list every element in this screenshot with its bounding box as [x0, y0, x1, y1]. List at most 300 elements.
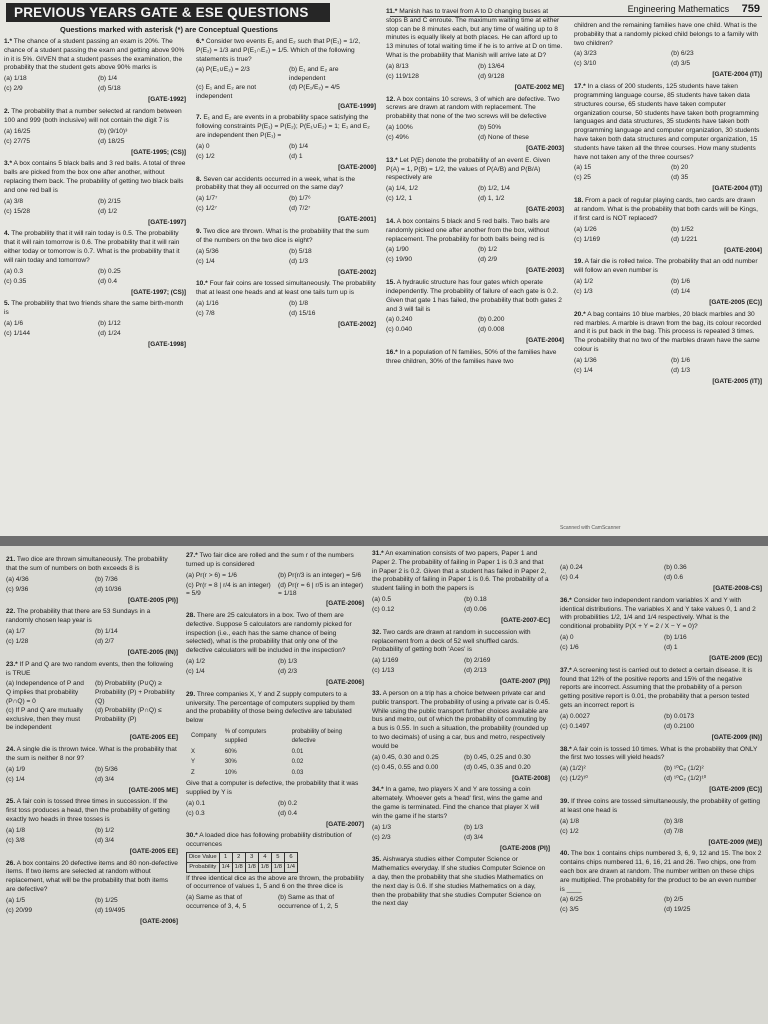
- answer-option: (a) 0: [196, 142, 210, 150]
- question-stem: [386, 349, 564, 367]
- question-text: If three coins are tossed simultaneously, the probability of getting at least one head is: [560, 797, 761, 814]
- question-text: A bag contains 10 blue marbles, 20 black marbles and 30 red marbles. A marble is drawn from the bag, its colour recorded and it is put back in the bag. This process is repeated 3 times. The probability that no two of the marbles drawn have the same colour is: [574, 310, 762, 353]
- table-cell: 10%: [224, 770, 237, 777]
- table-cell: Z: [191, 770, 195, 777]
- question-stem: [372, 690, 550, 752]
- table-cell: 1/4: [284, 862, 297, 872]
- options-grid: [6, 766, 178, 786]
- answer-option: (a) 1/8: [560, 817, 580, 825]
- exam-source-tag: [GATE-2002]: [338, 320, 376, 328]
- question-stem: [6, 608, 178, 626]
- answer-option: (c) 1/13: [372, 667, 395, 675]
- question-item: [560, 667, 762, 743]
- answer-option: (c) 1/4: [574, 366, 593, 374]
- question-item: [574, 311, 762, 387]
- answer-option: (b) 1/2: [478, 246, 498, 254]
- answer-option: (c) 1/2, 1: [386, 195, 413, 203]
- question-text: Let P(E) denote the probability of an event E. Given P(A) = 1, P(B) = 1/2, the values of P(A/B) and P(B/A) respectively are: [386, 156, 551, 182]
- table-cell: 1/4: [219, 862, 232, 872]
- question-number: 24.: [6, 745, 16, 753]
- question-stem: [574, 83, 762, 162]
- options-grid: [186, 800, 364, 820]
- answer-option: (b) 1/4: [289, 142, 309, 150]
- question-text: children and the remaining families have one child. What is the probability that a randomly picked child belongs to a family with two children?: [574, 22, 758, 47]
- answer-option: (a) 0.24: [560, 564, 583, 571]
- answer-option: (b) Same as that of occurrence of 1, 2, 5: [278, 894, 339, 910]
- question-stem: [6, 746, 178, 764]
- answer-option: (a) 0.1: [186, 799, 206, 807]
- options-grid: [574, 164, 762, 184]
- options-grid: [196, 143, 376, 163]
- exam-source-tag: [GATE-2005 (EC)]: [709, 298, 762, 306]
- question-number: 35.: [372, 856, 382, 864]
- question-text: The probability that there are 53 Sundays in a randomly chosen leap year is: [6, 608, 151, 625]
- answer-option: (a) 6/25: [560, 896, 583, 904]
- question-text: A loaded dice has following probability distribution of occurrences: [186, 832, 352, 849]
- options-grid: [372, 754, 550, 774]
- answer-option: (d) 0.008: [478, 326, 505, 334]
- answer-option: (d) 3/4: [95, 775, 115, 783]
- answer-option: (a) 1/16: [196, 299, 219, 307]
- answer-option: (a) 0.5: [372, 595, 392, 603]
- answer-option: (c) 2/3: [372, 833, 391, 841]
- question-text: A person on a trip has a choice between private car and public transport. The probability of using a private car is 0.45. While using the public transport further choices available are bus and metro, out of which the probability of commuting by a bus is 0.55. In such a situation, the probability (rounded up to two decimals) of using a car, bus and metro, respectively would be: [372, 689, 551, 750]
- conceptual-note: Questions marked with asterisk (*) are Conceptual Questions: [60, 25, 278, 34]
- question-item: [186, 552, 364, 609]
- question-number: 7.: [196, 114, 202, 122]
- answer-option: (d) 18/25: [98, 137, 125, 145]
- options-grid: [560, 896, 762, 916]
- answer-option: (a) 5/36: [196, 247, 219, 255]
- question-text: In a class of 200 students, 125 students have taken programming language course, 85 students have taken data structures course, 65 students have taken computer organization course, 50 students have taken both programming languages and data structures, 35 students have taken both programming language and computer organization, 30 students have taken both data structures and computer organization, 15 students have taken all the three courses. How many students have not taken any of the three courses?: [574, 83, 760, 161]
- question-number: 31.*: [372, 550, 384, 557]
- question-stem: [6, 798, 178, 824]
- answer-option: (b) 7/36: [95, 575, 118, 583]
- question-text: Four fair coins are tossed simultaneously. The probability that at least one heads and at least one tails turn up is: [196, 280, 376, 297]
- exam-source-tag: [GATE-2004]: [724, 246, 762, 254]
- answer-option: (d) 9/128: [478, 72, 505, 80]
- question-item: [4, 160, 186, 227]
- options-grid: [186, 572, 364, 600]
- exam-source-tag: [GATE-2006]: [326, 678, 364, 686]
- exam-source-tag: [GATE-1998]: [148, 340, 186, 348]
- answer-option: (d) 1/3: [289, 257, 309, 265]
- answer-option: (c) 49%: [386, 133, 409, 141]
- question-number: 26.: [6, 859, 16, 867]
- answer-option: (b) 6/23: [671, 50, 694, 58]
- options-grid: [560, 765, 762, 785]
- question-item: [196, 38, 376, 111]
- column-8: [560, 562, 762, 919]
- answer-option: (d) 2/13: [464, 667, 487, 675]
- answer-option: (a) 1/4, 1/2: [386, 185, 418, 193]
- answer-option: (d) 19/495: [95, 906, 126, 914]
- question-text: A box contains 10 screws, 3 of which are defective. Two screws are drawn at random with replacement. The probability that none of the two screws will be defective: [386, 95, 560, 121]
- question-stem: [386, 96, 564, 122]
- table-cell: 30%: [224, 759, 237, 766]
- question-item: [372, 550, 550, 626]
- answer-option: (d) 3/4: [95, 836, 115, 844]
- question-stem: [386, 8, 564, 61]
- question-item: [4, 230, 186, 297]
- question-number: 30.*: [186, 832, 198, 840]
- answer-option: (d) 2/9: [478, 256, 498, 264]
- options-grid: [4, 128, 186, 148]
- table-cell: 1/8: [271, 862, 284, 872]
- question-number: 6.*: [196, 38, 205, 45]
- table-cell: 6: [284, 852, 297, 862]
- options-grid: [574, 357, 762, 377]
- question-text: A screening test is carried out to detect a certain disease. It is found that 12% of the positive reports and 15% of the negative reports are incorrect. Assuming that the probability of a person getting positive report is 0.01, the probability that a person tested gets an incorrect report is: [560, 666, 753, 709]
- answer-option: (d) 5/18: [98, 85, 121, 93]
- dice-distribution-table: [186, 852, 298, 873]
- table-cell: 1: [219, 852, 232, 862]
- question-item: [560, 798, 762, 847]
- question-item: [574, 258, 762, 307]
- question-item: [372, 786, 550, 853]
- question-item: [386, 349, 564, 367]
- column-1: [4, 38, 186, 353]
- options-grid: [574, 226, 762, 246]
- answer-option: (c) 0.4: [560, 574, 579, 581]
- options-grid: [574, 50, 762, 70]
- answer-option: (d) Probability (P∩Q) ≤ Probability (P): [95, 706, 162, 723]
- answer-option: (c) 7/8: [196, 309, 215, 317]
- answer-option: (c) 1/2: [196, 152, 215, 160]
- question-item: [574, 197, 762, 255]
- answer-option: (d) 1, 1/2: [478, 195, 505, 203]
- answer-option: (a) 1/2: [186, 657, 206, 665]
- answer-option: (b) 0.18: [464, 595, 487, 603]
- question-item: [196, 114, 376, 172]
- question-item: [372, 690, 550, 783]
- question-text: A fair coin is tossed 10 times. What is the probability that ONLY the first two tosses will yield heads?: [560, 745, 758, 762]
- options-grid: [196, 300, 376, 320]
- question-item: [6, 556, 178, 605]
- question-text: The probability that a number selected at random between 100 and 999 (both inclusive) will not contain the digit 7 is: [4, 107, 182, 124]
- question-text-continued: If three identical dice as the above are thrown, the probability of occurrence of values 1, 5 and 6 on the three dice is: [186, 874, 364, 891]
- page-title: PREVIOUS YEARS GATE & ESE QUESTIONS: [6, 3, 330, 22]
- answer-option: (b) 1/7⁶: [289, 195, 311, 203]
- question-text: In a game, two players X and Y are tossing a coin alternately. Whoever gets a 'head' first, wins the game and the game is terminated. Find the chance that player X will win the game if he starts?: [372, 786, 543, 820]
- question-text: E₁ and E₂ are events in a probability space satisfying the following constraints P(E₁) = P(E₂); P(E₁∪E₂) = 1; E₁ and E₂ are independent then P(E₁) =: [196, 114, 370, 139]
- exam-source-tag: [GATE-2002]: [338, 268, 376, 276]
- exam-source-tag: [GATE-2005 (IN)]: [127, 648, 178, 656]
- answer-option: (a) Pr(r > 6) = 1/6: [186, 571, 237, 579]
- exam-source-tag: [GATE-1992]: [148, 96, 186, 104]
- column-4: [574, 22, 762, 390]
- answer-option: (b) 1/16: [664, 633, 687, 641]
- answer-option: (b) 1/8: [289, 299, 309, 307]
- question-text: Two cards are drawn at random in succession with replacement from a deck of 52 well shuffled cards. Probability of getting both 'Aces' is: [372, 628, 531, 654]
- question-number: 38.*: [560, 745, 572, 753]
- question-stem: [4, 38, 186, 73]
- answer-option: (b) 0.25: [98, 267, 121, 275]
- question-stem: [560, 850, 762, 894]
- answer-option: (d) 1: [289, 152, 303, 160]
- answer-option: (a) 0.45, 0.30 and 0.25: [372, 753, 439, 761]
- answer-option: (b) 2/5: [664, 896, 684, 904]
- answer-option: (a) 3/23: [574, 50, 597, 58]
- answer-option: (b) 20: [671, 164, 689, 172]
- question-stem: [372, 629, 550, 655]
- answer-option: (a) Same as that of occurrence of 3, 4, 5: [186, 894, 247, 910]
- exam-source-tag: [GATE-2004]: [526, 337, 564, 345]
- question-number: 28.: [186, 611, 196, 619]
- question-stem: [560, 798, 762, 816]
- question-item: [4, 300, 186, 349]
- exam-source-tag: [GATE-2005 EE]: [129, 847, 178, 855]
- question-number: 20.*: [574, 310, 586, 318]
- answer-option: (d) P(E₁/E₂) = 4/5: [289, 83, 340, 91]
- answer-option: (d) 1: [664, 643, 678, 651]
- exam-source-tag: [GATE-2008]: [512, 774, 550, 782]
- exam-source-tag: [GATE-2000]: [338, 163, 376, 171]
- question-number: 18.: [574, 197, 584, 205]
- question-number: 33.: [372, 689, 382, 697]
- answer-option: (d) 7/2⁷: [289, 205, 311, 213]
- question-number: 37.*: [560, 666, 572, 674]
- table-header-cell: Probability: [187, 862, 220, 872]
- exam-source-tag: [GATE-2008-CS]: [713, 585, 762, 592]
- question-stem: [4, 160, 186, 195]
- answer-option: (d) 1/221: [671, 235, 698, 243]
- answer-option: (c) 9/36: [6, 585, 29, 593]
- answer-option: (a) P(E₁∪E₂) = 2/3: [196, 66, 250, 74]
- exam-source-tag: [GATE-2004 (IT)]: [712, 71, 762, 79]
- answer-option: (b) 2/15: [98, 197, 121, 205]
- question-number: 15.: [386, 279, 396, 287]
- answer-option: (c) 1/169: [574, 235, 601, 243]
- question-number: 25.: [6, 798, 16, 806]
- exam-source-tag: [GATE-2009 (ME)]: [708, 838, 762, 846]
- answer-option: (d) 1/3: [671, 366, 691, 374]
- question-item: [560, 850, 762, 916]
- question-item: [196, 228, 376, 277]
- options-grid: [4, 320, 186, 340]
- answer-option: (b) 1/2: [95, 826, 115, 834]
- answer-option: (b) E₁ and E₂ are independent: [289, 66, 339, 83]
- question-number: 19.: [574, 258, 584, 266]
- question-text: A fair coin is tossed three times in succession. If the first toss produces a head, then the probability of getting exactly two heads in three tosses is: [6, 798, 170, 823]
- question-text-continued: Give that a computer is defective, the probability that it was supplied by Y is: [186, 779, 359, 796]
- column-3: [386, 8, 564, 370]
- column-2: [196, 38, 376, 333]
- question-text: Consider two independent random variables X and Y with identical distributions. The variables X and Y take values 0, 1 and 2 with probabilities 1/2, 1/4 and 1/4 respectively. What is the conditional probability P(X + Y = 2 / X − Y = 0)?: [560, 596, 756, 631]
- table-cell: 1/8: [258, 862, 271, 872]
- answer-option: (c) 0.35: [4, 277, 27, 285]
- question-item: [574, 22, 762, 80]
- answer-option: (b) 1/12: [98, 319, 121, 327]
- answer-option: (b) 5/18: [289, 247, 312, 255]
- answer-option: (d) 0.45, 0.35 and 0.20: [464, 763, 531, 771]
- exam-source-tag: [GATE-2007]: [326, 820, 364, 828]
- exam-source-tag: [GATE-2001]: [338, 216, 376, 224]
- answer-option: (d) ¹⁰C₂ (1/2)¹⁰: [664, 775, 707, 783]
- answer-option: (b) 1/52: [671, 225, 694, 233]
- question-text: The probability that two friends share the same birth-month is: [4, 300, 184, 317]
- answer-option: (c) 0.040: [386, 326, 413, 334]
- question-stem: [372, 786, 550, 821]
- answer-option: (d) 1/2: [98, 207, 118, 215]
- answer-option: (c) 3/8: [6, 836, 25, 844]
- question-item: [6, 798, 178, 856]
- question-number: 39.: [560, 797, 570, 805]
- exam-source-tag: [GATE-2006]: [140, 917, 178, 925]
- options-grid: [4, 75, 186, 95]
- answer-option: (c) 1/3: [574, 287, 593, 295]
- answer-option: (d) 0.4: [98, 277, 118, 285]
- answer-option: (b) 0.45, 0.25 and 0.30: [464, 753, 531, 761]
- table-cell: Y: [191, 759, 196, 766]
- question-number: 22.: [6, 608, 16, 616]
- question-item: [196, 280, 376, 329]
- table-cell: 0.02: [291, 759, 304, 766]
- answer-option: (b) 13/64: [478, 62, 505, 70]
- answer-option: (a) 8/13: [386, 62, 409, 70]
- question-number: 4.: [4, 230, 10, 238]
- answer-option: (b) 5/36: [95, 765, 118, 773]
- answer-option: (a) 1/18: [4, 75, 27, 83]
- question-item: [4, 108, 186, 157]
- answer-option: (a) Independence of P and Q implies that probability (P∩Q) = 0: [6, 680, 84, 705]
- options-grid: [386, 63, 564, 83]
- answer-option: (b) 1/14: [95, 627, 118, 635]
- question-text: There are 25 calculators in a box. Two of them are defective. Suppose 5 calculators are randomly picked for inspection (i.e., each has the same chance of being selected), what is the probability that only one of the defective calculators will be included in the inspection?: [186, 611, 352, 655]
- answer-option: (b) ¹⁰C₂ (1/2)²: [664, 765, 704, 773]
- options-grid: [6, 576, 178, 596]
- answer-option: (a) 1/9: [6, 765, 26, 773]
- answer-option: (d) 15/16: [289, 309, 316, 317]
- answer-option: (c) (1/2)¹⁰: [560, 775, 588, 783]
- question-stem: [186, 832, 364, 850]
- answer-option: (b) 0.2: [278, 799, 298, 807]
- options-grid: [560, 713, 762, 733]
- answer-option: (a) 1/5: [6, 896, 26, 904]
- question-text: In a population of N families, 50% of the families have three children, 30% of the families have two: [386, 349, 557, 365]
- question-number: 10.*: [196, 280, 208, 288]
- question-stem: [196, 280, 376, 298]
- answer-option: (d) 7/8: [664, 827, 684, 835]
- answer-option: (a) 1/6: [4, 319, 24, 327]
- answer-option: (c) 1/4: [6, 775, 25, 783]
- question-stem: [372, 856, 550, 909]
- question-text: From a pack of regular playing cards, two cards are drawn at random. What is the probability that both cards will be Kings, if first card is NOT replaced?: [574, 197, 758, 222]
- question-stem: [186, 691, 364, 726]
- options-grid: [560, 634, 762, 654]
- answer-option: (c) 119/128: [386, 72, 419, 80]
- answer-option: (c) 0.12: [372, 605, 395, 613]
- column-6: [186, 552, 364, 915]
- question-number: 27.*: [186, 552, 198, 559]
- exam-source-tag: [GATE-2002 ME]: [514, 83, 564, 91]
- table-cell: 1/8: [245, 862, 258, 872]
- question-stem: [6, 556, 178, 574]
- question-item: [6, 746, 178, 795]
- table-cell: 5: [271, 852, 284, 862]
- answer-option: (a) 16/25: [4, 127, 31, 135]
- answer-option: (b) 1/3: [278, 657, 298, 665]
- answer-option: (a) 1/26: [574, 225, 597, 233]
- question-number: 36.*: [560, 596, 572, 604]
- question-text: A hydraulic structure has four gates which operate independently. The probability of failure of each gate is 0.2. Given that gate 1 has failed, the probability that both gates 2 and 3 will fail is: [386, 279, 562, 313]
- question-stem: [574, 311, 762, 355]
- options-grid: [6, 680, 178, 733]
- answer-option: (d) 1/24: [98, 329, 121, 337]
- options-grid: [386, 124, 564, 144]
- table-cell: 0.01: [291, 748, 304, 755]
- answer-option: (c) 1/2⁷: [196, 205, 218, 213]
- answer-option: (a) 1/7: [6, 627, 26, 635]
- table-header-cell: Dice Value: [187, 852, 220, 862]
- exam-source-tag: [GATE-2005 EE]: [129, 734, 178, 742]
- exam-source-tag: [GATE-2005 ME]: [128, 786, 178, 794]
- question-item: [4, 38, 186, 105]
- answer-option: (b) 0.200: [478, 316, 505, 324]
- answer-option: (b) 1/25: [95, 896, 118, 904]
- question-stem: [560, 597, 762, 632]
- question-text: The probability that it will rain today is 0.5. The probability that it will rain tomorrow is 0.6. The probability that it will rain either today or tomorrow is 0.7. What is the probability that it will rain today and tomorrow?: [4, 230, 180, 264]
- question-item: [6, 661, 178, 743]
- answer-option: (b) Pr(r/3 is an integer) = 5/6: [278, 571, 362, 579]
- question-text: A box contains 5 black and 5 red balls. Two balls are randomly picked one after another from the box, without replacement. The probability for both balls being red is: [386, 217, 550, 243]
- question-item: [186, 612, 364, 688]
- question-text: The box 1 contains chips numbered 3, 6, 9, 12 and 15. The box 2 contains chips numbered 11, 6, 16, 21 and 26. Two chips, one from each box are drawn at random. The number written on these chips are multiplied. The probability for the product to be an even number is ____: [560, 850, 762, 893]
- column-5: [6, 556, 178, 930]
- table-cell: 0.03: [291, 770, 304, 777]
- question-number: 3.*: [4, 160, 13, 168]
- table-header-cell: % of computers supplied: [224, 728, 267, 744]
- options-grid: [386, 246, 564, 266]
- options-grid: [560, 564, 762, 584]
- question-stem: [6, 860, 178, 895]
- question-stem: [386, 157, 564, 183]
- question-text: The chance of a student passing an exam is 20%. The chance of a student passing the exam and getting above 90% in it is 5%. GIVEN that a student passes the examination, the probability that the student gets above 90% marks is: [4, 38, 185, 72]
- question-text: A single die is thrown twice. What is the probability that the sum is neither 8 nor 9?: [6, 745, 177, 762]
- answer-option: (c) 1/4: [186, 667, 205, 675]
- column-7: [372, 550, 550, 912]
- question-number: 13.*: [386, 156, 398, 164]
- answer-option: (b) Probability (P∪Q) ≥ Probability (P) + Probability (Q): [95, 680, 175, 705]
- answer-option: (b) 3/8: [664, 817, 684, 825]
- exam-source-tag: [GATE-2006]: [326, 600, 364, 608]
- answer-option: (d) 10/36: [95, 585, 122, 593]
- question-text: Aishwarya studies either Computer Science or Mathematics everyday. If she studies Computer Science on a day, then the probability that she studies Mathematics on the next day is 0.6. If she studies Mathematics on a day, then the probability that she studies Computer Science on the next day: [372, 856, 546, 908]
- question-text: A box contains 5 black balls and 3 red balls. A total of three balls are picked from the box one after another, without replacing them back. The probability of getting two black balls and one red ball is: [4, 160, 186, 194]
- answer-option: (c) 3/5: [560, 906, 579, 914]
- answer-option: (d) 2/3: [278, 667, 298, 675]
- question-stem: [196, 228, 376, 246]
- exam-source-tag: [GATE-2003]: [526, 144, 564, 152]
- answer-option: (b) 1/3: [464, 823, 484, 831]
- answer-option: (d) 3/5: [671, 60, 691, 68]
- exam-source-tag: [GATE-2003]: [526, 206, 564, 214]
- answer-option: (c) 15/28: [4, 207, 31, 215]
- table-cell: 2: [232, 852, 245, 862]
- answer-option: (d) 2/7: [95, 637, 115, 645]
- options-grid: [574, 278, 762, 298]
- answer-option: (c) 0.3: [186, 809, 205, 817]
- page-bottom: [0, 546, 768, 1024]
- question-item: [560, 746, 762, 795]
- question-number: 14.: [386, 217, 396, 225]
- answer-option: (c) 3/10: [574, 60, 597, 68]
- answer-option: (c) 1/2: [560, 827, 579, 835]
- question-number: 21.: [6, 556, 16, 563]
- exam-source-tag: [GATE-2005 (IT)]: [712, 377, 762, 385]
- question-item: [386, 157, 564, 215]
- answer-option: (a) 3/8: [4, 197, 24, 205]
